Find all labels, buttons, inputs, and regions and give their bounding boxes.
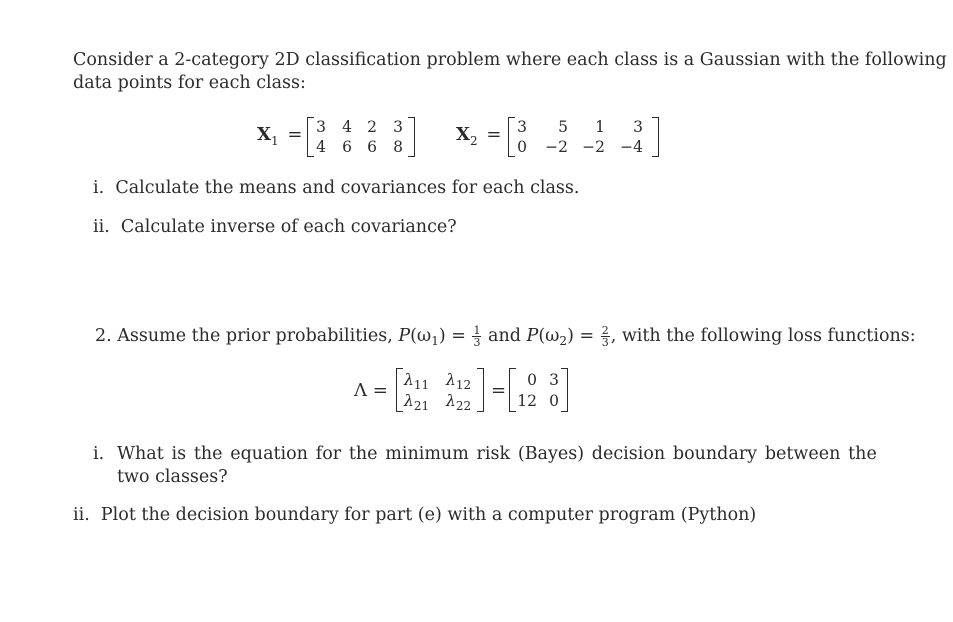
lambda-symbol-matrix — [396, 368, 484, 412]
x2-cell: 5 — [558, 118, 568, 136]
fraction-one-third: $\frac{1}{3}$ — [473, 324, 481, 349]
lambda-entry: $\lambda_{21}$ — [404, 392, 430, 413]
part1-item-i: i. Calculate the means and covariances for each class. — [93, 178, 580, 198]
x2-cell: −4 — [620, 138, 643, 156]
intro-line-2: data points for each class: — [73, 73, 306, 93]
part2-item-i-line-2: two classes? — [117, 467, 228, 487]
fraction-two-thirds: $\frac{2}{3}$ — [601, 324, 609, 349]
lambda-label: Λ = — [354, 380, 388, 401]
lambda-entry: $\lambda_{11}$ — [404, 371, 430, 392]
x1-cell: 2 — [367, 118, 377, 136]
x1-label: $X_1$ = — [257, 124, 303, 148]
x1-cell: 4 — [316, 138, 326, 156]
part1-item-ii: ii. Calculate inverse of each covariance? — [93, 217, 457, 237]
x1-cell: 6 — [342, 138, 352, 156]
lambda-value: 3 — [549, 371, 559, 389]
x1-cell: 3 — [316, 118, 326, 136]
x2-matrix — [508, 117, 659, 157]
part2-item-ii: ii. Plot the decision boundary for part (e) with a computer program (Python) — [73, 505, 757, 525]
x1-cell: 3 — [393, 118, 403, 136]
lambda-equals: = — [491, 380, 507, 401]
lambda-entry: $\lambda_{22}$ — [446, 392, 472, 413]
lambda-value-matrix — [509, 368, 568, 412]
lambda-value: 0 — [527, 371, 537, 389]
x1-matrix — [307, 117, 415, 157]
x2-cell: −2 — [582, 138, 605, 156]
part2-item-i-num: i. — [93, 444, 105, 464]
x2-cell: 3 — [633, 118, 643, 136]
x1-cell: 6 — [367, 138, 377, 156]
x1-cell: 4 — [342, 118, 352, 136]
x2-cell: 3 — [517, 118, 527, 136]
lambda-entry: $\lambda_{12}$ — [446, 371, 472, 392]
lambda-value: 12 — [517, 392, 537, 410]
lambda-value: 0 — [549, 392, 559, 410]
x1-cell: 8 — [393, 138, 403, 156]
x2-label: $X_2$ = — [456, 124, 502, 148]
x2-cell: −2 — [545, 138, 568, 156]
intro-line-1: Consider a 2-category 2D classification problem where each class is a Gaussian with the following — [73, 50, 947, 70]
question-2: 2. Assume the prior probabilities, $P(\omega_1)$ = $\frac{1}{3}$ and $P(\omega_2)$ = $\frac{2}{3}$ , with the following loss functions: — [95, 324, 916, 349]
part2-item-i-line-1: What is the equation for the minimum risk (Bayes) decision boundary between the — [117, 444, 877, 464]
x2-cell: 1 — [595, 118, 605, 136]
x2-cell: 0 — [517, 138, 527, 156]
